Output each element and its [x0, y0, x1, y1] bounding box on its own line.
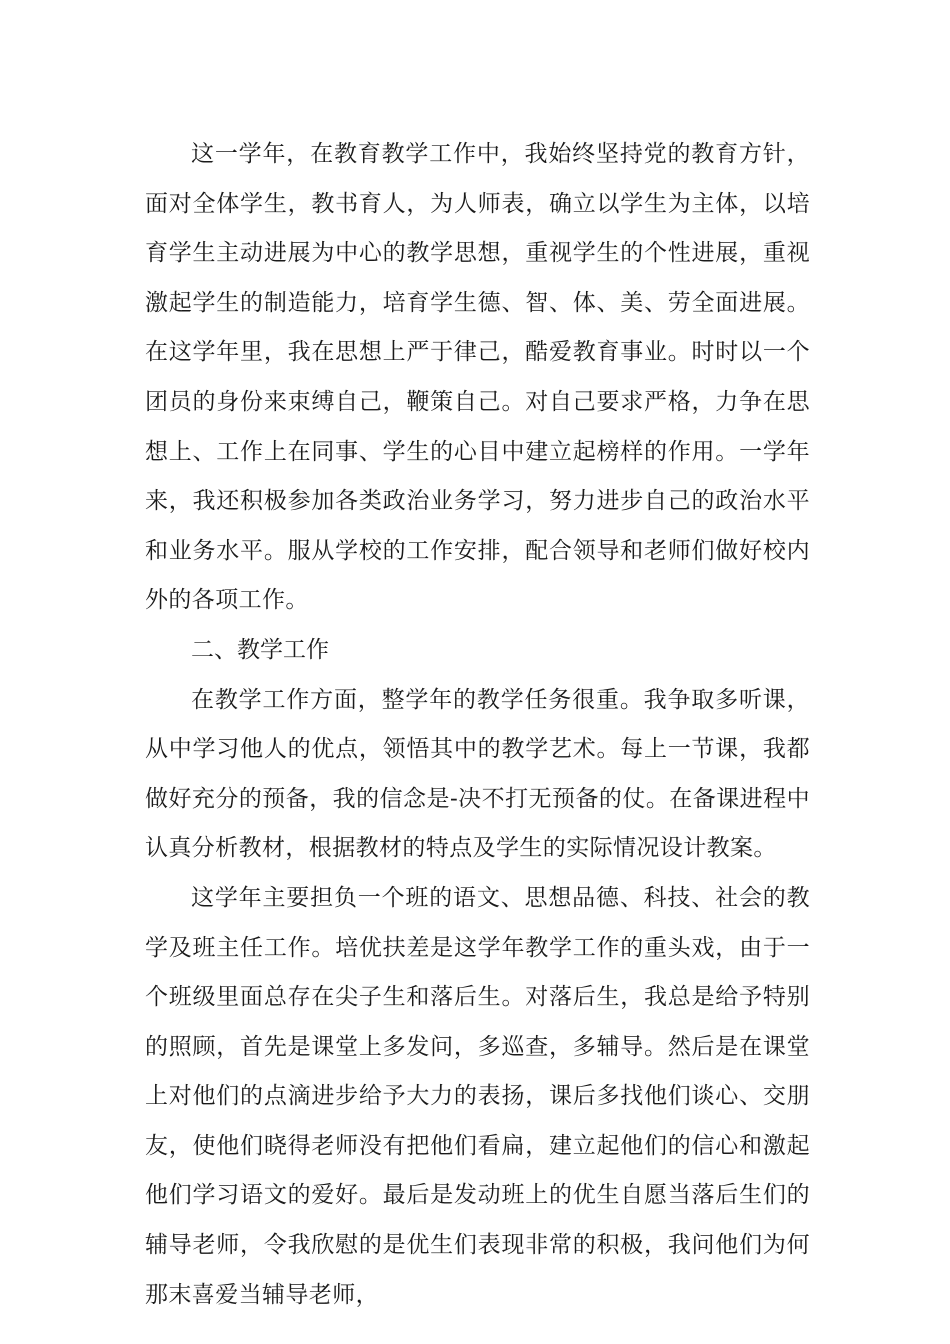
paragraph-class-teaching: 这学年主要担负一个班的语文、思想品德、科技、社会的教学及班主任工作。培优扶差是这学年教学工作的重头戏，由于一个班级里面总存在尖子生和落后生。对落后生，我总是给予特别的照顾，首先是课堂上多发问，多巡查，多辅导。然后是在课堂上对他们的点滴进步给予大力的表扬，课后多找他们谈心、交朋友，使他们晓得老师没有把他们看扁，建立起他们的信心和激起他们学习语文的爱好。最后是发动班上的优生自愿当落后生们的辅导老师，令我欣慰的是优生们表现非常的积极，我问他们为何那末喜爱当辅导老师， [145, 884, 810, 1308]
section-heading-teaching-work: 二、教学工作 [191, 636, 329, 663]
paragraph-political-thought: 这一学年，在教育教学工作中，我始终坚持党的教育方针，面对全体学生，教书育人，为人师表，确立以学生为主体，以培育学生主动进展为中心的教学思想，重视学生的个性进展，重视激起学生的制造能力，培育学生德、智、体、美、劳全面进展。在这学年里，我在思想上严于律己，酷爱教育事业。时时以一个团员的身份来束缚自己，鞭策自己。对自己要求严格，力争在思想上、工作上在同事、学生的心目中建立起榜样的作用。一学年来，我还积极参加各类政治业务学习，努力进步自己的政治水平和业务水平。服从学校的工作安排，配合领导和老师们做好校内外的各项工作。 [145, 141, 810, 614]
document-body [145, 130, 810, 1320]
paragraph-teaching-preparation: 在教学工作方面，整学年的教学任务很重。我争取多听课，从中学习他人的优点，领悟其中的教学艺术。每上一节课，我都做好充分的预备，我的信念是-决不打无预备的仗。在备课进程中认真分析教材，根据教材的特点及学生的实际情况设计教案。 [145, 686, 810, 862]
